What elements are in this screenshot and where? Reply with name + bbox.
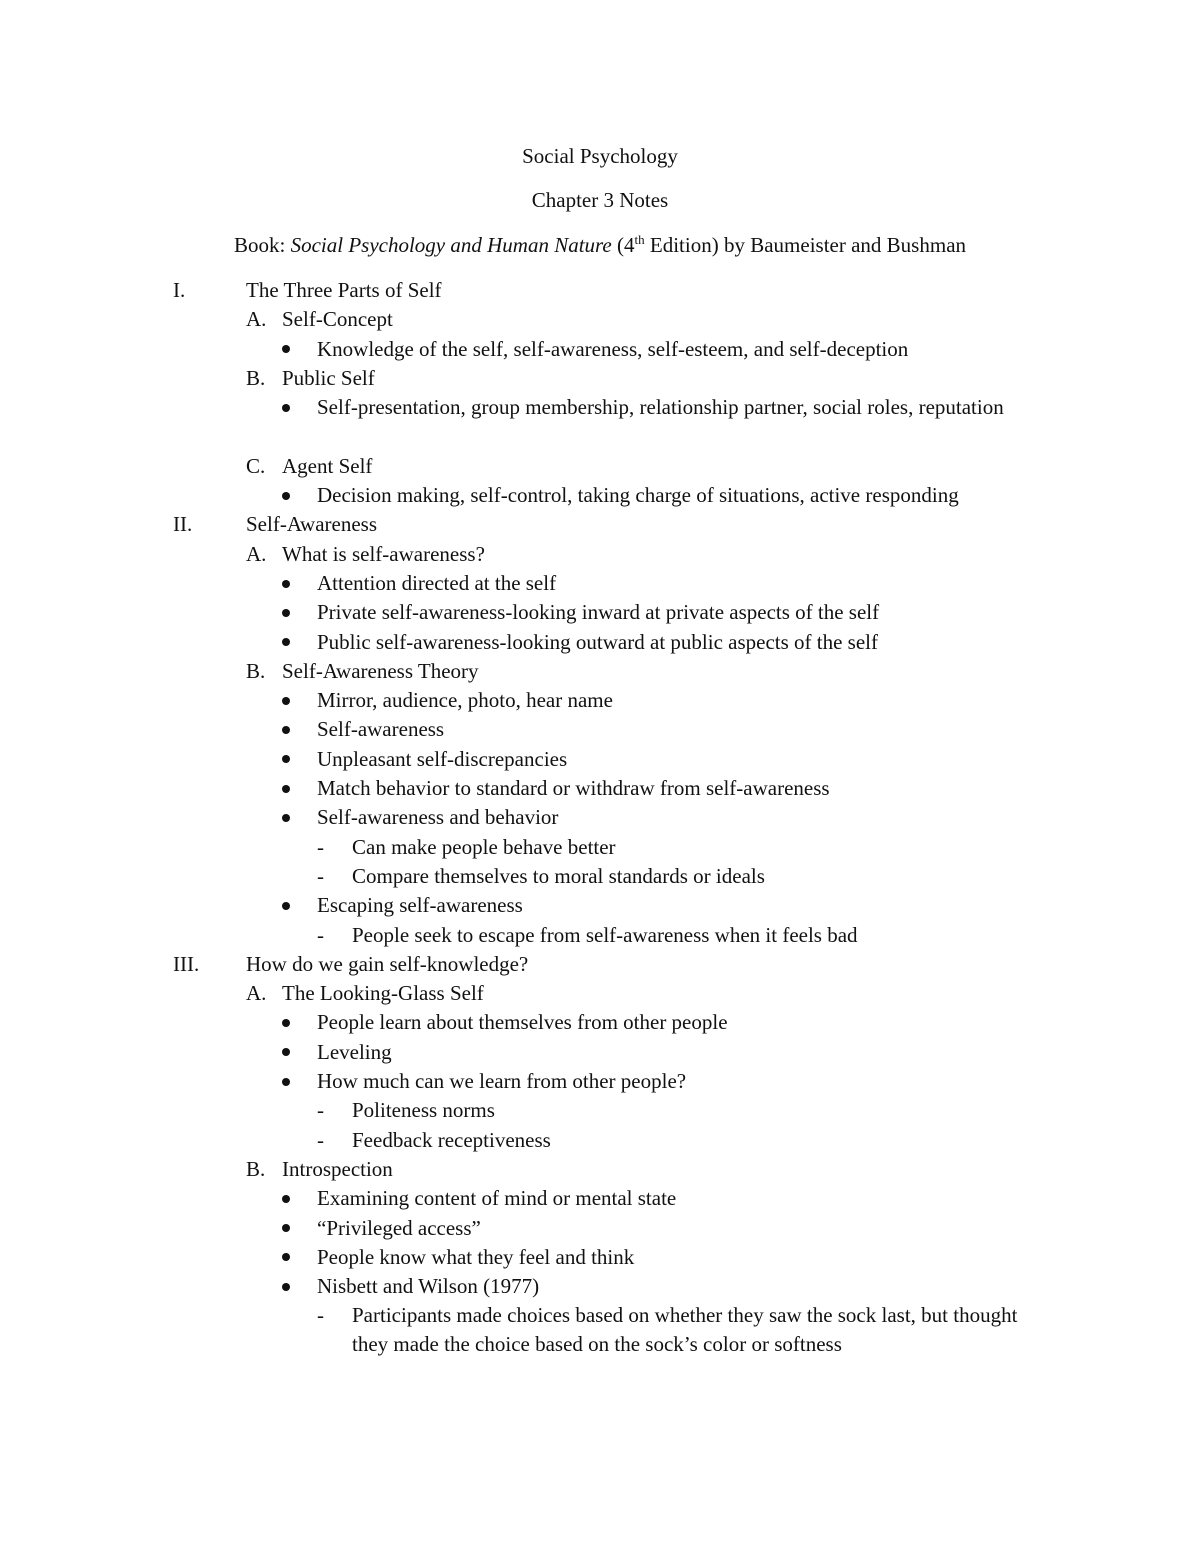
bullet-icon	[282, 628, 290, 657]
outline-text: Introspection	[282, 1156, 393, 1181]
bullet-icon	[282, 891, 290, 920]
bullet-icon	[282, 598, 290, 627]
bullet-icon	[282, 393, 290, 422]
outline-marker: A.	[246, 541, 267, 566]
outline-item-level-2	[0, 1272, 1200, 1301]
outline-marker: -	[317, 834, 324, 859]
bullet-dot-icon	[282, 697, 290, 705]
bullet-icon	[282, 481, 290, 510]
document-subtitle: Chapter 3 Notes	[531, 188, 669, 212]
book-prefix: Book:	[233, 233, 291, 257]
outline-item-level-3	[0, 862, 1200, 891]
outline-text: Compare themselves to moral standards or ideals	[352, 863, 765, 888]
outline-marker: -	[317, 1303, 324, 1328]
outline-text: Self-presentation, group membership, relationship partner, social roles, reputation	[317, 395, 1004, 420]
bullet-icon	[282, 803, 290, 832]
outline-item-level-2	[0, 774, 1200, 803]
bullet-icon	[282, 774, 290, 803]
outline-marker: II.	[173, 512, 193, 537]
outline-text: Escaping self-awareness	[317, 893, 523, 918]
outline-item-level-3	[0, 921, 1200, 950]
outline-marker: -	[317, 1127, 324, 1152]
bullet-icon	[282, 1067, 290, 1096]
bullet-icon	[282, 1184, 290, 1213]
outline-text: People know what they feel and think	[317, 1244, 635, 1269]
outline-item-level-2	[0, 628, 1200, 657]
outline-text: “Privileged access”	[317, 1215, 481, 1240]
bullet-dot-icon	[282, 638, 290, 646]
outline-text: Self-awareness	[317, 717, 445, 742]
outline-text: Agent Self	[282, 453, 373, 478]
outline-text: People learn about themselves from other people	[317, 1010, 728, 1035]
outline-item-level-0	[0, 510, 1200, 539]
bullet-dot-icon	[282, 1224, 290, 1232]
outline-item-level-3	[0, 1096, 1200, 1125]
bullet-dot-icon	[282, 1078, 290, 1086]
outline-item-level-3	[0, 1301, 1200, 1360]
outline-marker: -	[317, 1098, 324, 1123]
outline-text: Decision making, self-control, taking charge of situations, active responding	[317, 483, 959, 508]
outline-text: Attention directed at the self	[317, 570, 557, 595]
outline-marker: C.	[246, 453, 266, 478]
outline-marker: B.	[246, 658, 266, 683]
bullet-dot-icon	[282, 580, 290, 588]
book-edition-suffix: th	[634, 232, 645, 247]
document-title: Social Psychology	[522, 144, 678, 168]
outline-text: How do we gain self-knowledge?	[246, 951, 529, 976]
outline-text: Self-awareness and behavior	[317, 805, 559, 830]
bullet-icon	[282, 1008, 290, 1037]
outline-marker: A.	[246, 981, 267, 1006]
bullet-dot-icon	[282, 1019, 290, 1027]
bullet-dot-icon	[282, 1283, 290, 1291]
bullet-dot-icon	[282, 902, 290, 910]
outline-item-level-3	[0, 1126, 1200, 1155]
outline-text: Self-Concept	[282, 307, 393, 332]
outline-item-level-1	[0, 540, 1200, 569]
outline-item-level-2	[0, 1038, 1200, 1067]
outline-marker: B.	[246, 1156, 266, 1181]
outline-text: Can make people behave better	[352, 834, 616, 859]
outline-item-level-2	[0, 686, 1200, 715]
outline-text: Feedback receptiveness	[352, 1127, 551, 1152]
bullet-dot-icon	[282, 1048, 290, 1056]
bullet-icon	[282, 686, 290, 715]
outline-text: Politeness norms	[352, 1098, 495, 1123]
bullet-icon	[282, 745, 290, 774]
outline-text: Knowledge of the self, self-awareness, self-esteem, and self-deception	[317, 336, 909, 361]
outline-item-level-1	[0, 1155, 1200, 1184]
outline-text: What is self-awareness?	[282, 541, 485, 566]
outline-item-level-2	[0, 335, 1200, 364]
outline-item-level-1	[0, 452, 1200, 481]
outline-item-level-0	[0, 276, 1200, 305]
book-reference	[0, 231, 1200, 259]
outline-item-level-2	[0, 1243, 1200, 1272]
outline-item-level-0	[0, 950, 1200, 979]
bullet-icon	[282, 1214, 290, 1243]
bullet-dot-icon	[282, 609, 290, 617]
bullet-icon	[282, 569, 290, 598]
outline-item-level-2	[0, 891, 1200, 920]
book-authors: Edition) by Baumeister and Bushman	[644, 233, 967, 257]
outline-item-level-2	[0, 1214, 1200, 1243]
bullet-dot-icon	[282, 785, 290, 793]
bullet-icon	[282, 1272, 290, 1301]
bullet-dot-icon	[282, 814, 290, 822]
outline-item-level-2	[0, 715, 1200, 744]
outline-text: Self-Awareness	[246, 512, 378, 537]
book-title: Social Psychology and Human Nature	[290, 233, 612, 257]
outline-text: Private self-awareness-looking inward at private aspects of the self	[317, 600, 880, 625]
outline-text: Examining content of mind or mental state	[317, 1186, 677, 1211]
outline-text: Mirror, audience, photo, hear name	[317, 688, 613, 713]
bullet-icon	[282, 1243, 290, 1272]
outline-item-level-2	[0, 1067, 1200, 1096]
book-edition-open: (4	[611, 233, 635, 257]
bullet-dot-icon	[282, 755, 290, 763]
outline-item-level-1	[0, 979, 1200, 1008]
outline-text: Public Self	[282, 365, 375, 390]
outline-item-level-2	[0, 1184, 1200, 1213]
outline-text: Match behavior to standard or withdraw from self-awareness	[317, 776, 830, 801]
outline-item-level-2	[0, 598, 1200, 627]
outline-item-level-2	[0, 569, 1200, 598]
outline-item-level-2	[0, 1008, 1200, 1037]
outline-text: Participants made choices based on whether they saw the sock last, but thought they made the choice based on the sock’s color or softness	[352, 1303, 1018, 1357]
bullet-icon	[282, 1038, 290, 1067]
outline-marker: III.	[173, 951, 200, 976]
outline-text: Nisbett and Wilson (1977)	[317, 1274, 540, 1299]
notes-outline	[0, 276, 1200, 1360]
outline-item-level-1	[0, 305, 1200, 334]
outline-marker: -	[317, 863, 324, 888]
outline-text: Public self-awareness-looking outward at public aspects of the self	[317, 629, 879, 654]
bullet-icon	[282, 335, 290, 364]
bullet-dot-icon	[282, 1195, 290, 1203]
outline-item-level-1	[0, 364, 1200, 393]
outline-text: Unpleasant self-discrepancies	[317, 746, 568, 771]
outline-marker: B.	[246, 365, 266, 390]
outline-marker: I.	[173, 278, 186, 302]
bullet-dot-icon	[282, 404, 290, 412]
outline-item-level-2	[0, 803, 1200, 832]
outline-text: The Looking-Glass Self	[282, 981, 484, 1006]
outline-item-level-2	[0, 481, 1200, 510]
outline-text: How much can we learn from other people?	[317, 1069, 687, 1094]
outline-item-level-2	[0, 393, 1200, 452]
outline-item-level-1	[0, 657, 1200, 686]
bullet-dot-icon	[282, 726, 290, 734]
bullet-dot-icon	[282, 1253, 290, 1261]
outline-marker: -	[317, 922, 324, 947]
outline-item-level-3	[0, 833, 1200, 862]
bullet-icon	[282, 715, 290, 744]
outline-text: The Three Parts of Self	[246, 278, 442, 302]
outline-text: Self-Awareness Theory	[282, 658, 479, 683]
bullet-dot-icon	[282, 345, 290, 353]
outline-text: People seek to escape from self-awareness when it feels bad	[352, 922, 858, 947]
outline-text: Leveling	[317, 1039, 392, 1064]
outline-item-level-2	[0, 745, 1200, 774]
outline-marker: A.	[246, 307, 267, 332]
bullet-dot-icon	[282, 492, 290, 500]
